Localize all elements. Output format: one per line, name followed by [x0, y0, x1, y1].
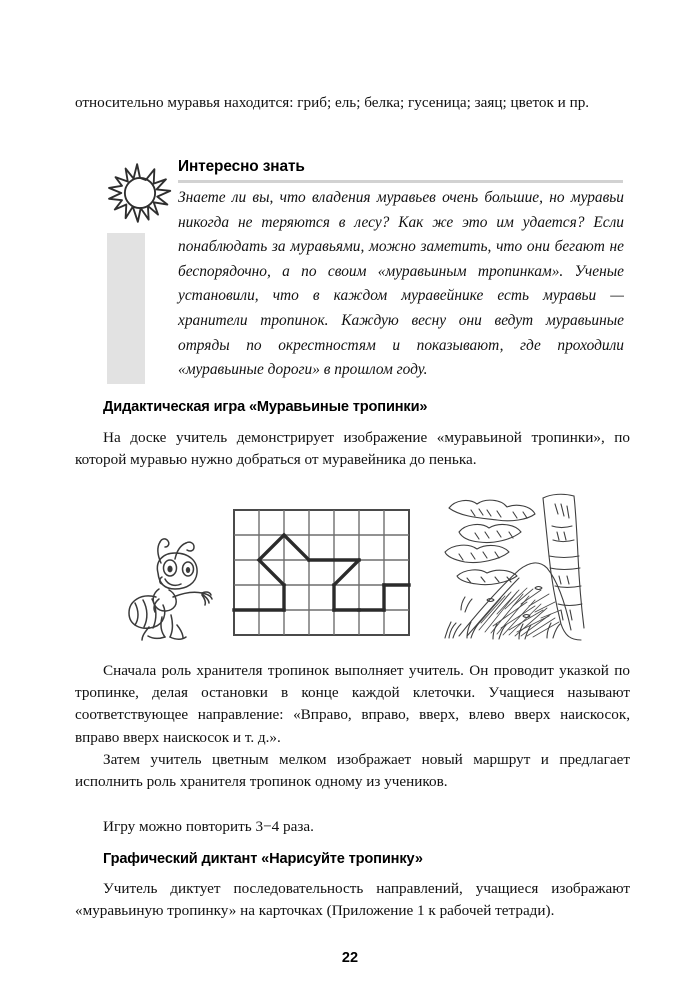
callout-body-text: Знаете ли вы, что владения муравьев очень большие, но муравьи никогда не теряются в лесу? Как же это им удается? Если понаблюдать за муравьями, можно заметить, что они бегают не беспорядочно, а по своим «муравьиным тропинкам». Ученые установили, что в каждом муравейнике есть муравьи — хранители тропинок. Каждую весну они ведут муравьиные отряды по окрестностям и показывают, где проходили «муравьиные дороги» в прошлом году. — [178, 189, 624, 379]
cartoon-ant-drawing — [113, 523, 233, 645]
sun-icon — [104, 157, 176, 229]
section-heading-dictation: Графический диктант «Нарисуйте тропинку» — [103, 851, 423, 867]
ant-path-grid — [230, 506, 412, 638]
anthill-stump-drawing — [431, 490, 587, 642]
illustration-strip — [75, 488, 630, 648]
callout-title: Интересно знать — [178, 158, 305, 175]
dictation-paragraph: Учитель диктует последовательность направлений, учащиеся изображают «муравьиную тропинку» на карточках (Приложение 1 к рабочей тетради). — [75, 880, 630, 920]
page-number: 22 — [341, 950, 359, 966]
game-intro-paragraph: На доске учитель демонстрирует изображение «муравьиной тропинки», по которой муравью нужно добраться от муравейника до пенька. — [75, 429, 630, 469]
callout-divider — [178, 180, 623, 183]
top-paragraph: относительно муравья находится: гриб; ель; белка; гусеница; заяц; цветок и пр. — [75, 94, 590, 111]
section-heading-game: Дидактическая игра «Муравьиные тропинки» — [103, 399, 428, 415]
game-repeat-paragraph: Игру можно повторить 3−4 раза. — [103, 818, 314, 835]
game-procedure-paragraph: Сначала роль хранителя тропинок выполняет учитель. Он проводит указкой по тропинке, делая остановки в конце каждой клеточки. Учащиеся называют соответствующее направление: «Вправо, вправо, вверх, влево вверх наискосок, вправо вверх наискосок и т. д.». — [75, 662, 630, 746]
callout-accent-block — [107, 233, 145, 384]
game-newroute-paragraph: Затем учитель цветным мелком изображает новый маршрут и предлагает исполнить роль хранителя тропинок одному из учеников. — [75, 751, 630, 791]
